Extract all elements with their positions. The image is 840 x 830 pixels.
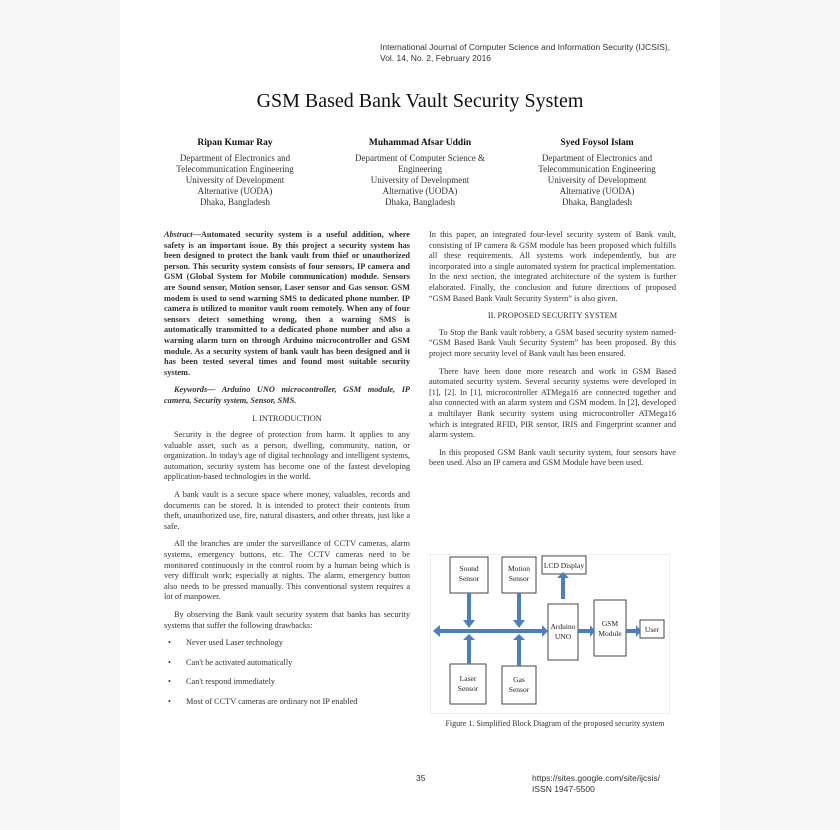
abstract-label: Abstract— — [164, 230, 201, 239]
keywords-label: Keywords— — [174, 385, 216, 395]
drawbacks-list — [164, 638, 410, 707]
paragraph: In this proposed GSM Bank vault security system, four sensors have been used. Also an IP camera and GSM Module have been used. — [429, 447, 676, 468]
author-affiliation: Department of Computer Science & — [355, 153, 485, 163]
author-2 — [325, 138, 515, 208]
figure-caption: Figure 1. Simplified Block Diagram of the proposed security system — [445, 719, 665, 728]
list-item: • Most of CCTV cameras are ordinary not IP enabled — [164, 697, 410, 708]
abstract-text: Automated security system is a useful addition, where safety is an important issue. By this project a security system has been designed to protect the bank vault from thief or unauthorized person. This security system consists of four sensors, IP camera and GSM (Global System for Mobile communication) module. Sensors are Sound sensor, Motion sensor, Laser sensor and Gas sensor. GSM modem is used to send warning SMS to dedicated phone number. IP camera is utilized to monitor vault room remotely. When any of four sensors detect something wrong, then a warning SMS is automatically transmitted to a dedicated phone number and also a warning alarm turn on through Arduino microcontroller and GSM module. As a security system of bank vault has been designed and it has been tested several times and found most suitable security system. — [164, 230, 410, 377]
block-label: LCD Display — [543, 561, 585, 570]
footer-link[interactable]: https://sites.google.com/site/ijcsis/ — [532, 773, 661, 783]
arrow-shaft — [467, 636, 471, 664]
section-heading-introduction: I. INTRODUCTION — [252, 413, 322, 423]
paragraph: By observing the Bank vault security system that banks has security systems that suffer the following drawbacks: — [164, 610, 410, 630]
keywords-text: Arduino UNO microcontroller, GSM module, IP camera, Security system, Sensor, SMS. — [164, 385, 410, 405]
author-affiliation: University of Development — [185, 175, 285, 185]
paragraph: A bank vault is a secure space where money, valuables, records and documents can be stored. It is intended to protect their contents from theft, unauthorized use, fire, natural disasters, and other threats, just like a safe. — [164, 490, 410, 531]
block-label: Sensor — [457, 684, 479, 693]
paper-title: GSM Based Bank Vault Security System — [256, 90, 584, 112]
journal-header — [380, 42, 700, 64]
block-label: GSM — [601, 619, 619, 628]
page-number: 35 — [416, 773, 426, 783]
author-affiliation: Engineering — [398, 164, 442, 174]
author-affiliation: Department of Electronics and — [179, 153, 291, 163]
block-label: User — [644, 625, 660, 634]
section-heading-proposed: II. PROPOSED SECURITY SYSTEM — [487, 311, 618, 321]
arrow-shaft — [626, 629, 636, 633]
footer-url — [532, 773, 660, 795]
block-label: Arduino — [550, 622, 576, 631]
list-item: • Can't be activated automatically — [164, 658, 410, 669]
author-affiliation: Alternative (UODA) — [559, 186, 635, 196]
paragraph: In this paper, an integrated four-level security system of Bank vault, consisting of IP camera & GSM module has been proposed which fulfills all these requirements. All systems work independently, but are incorporated into a single automated system for practical implementation. In the next section, the integrated architecture of the system is further elaborated. Finally, the conclusion and future directions of proposed “GSM Based Bank Vault Security System” is also given. — [429, 230, 676, 303]
author-affiliation: Telecommunication Engineering — [538, 164, 656, 174]
author-affiliation: Dhaka, Bangladesh — [200, 197, 270, 207]
block-label: Laser — [459, 674, 477, 683]
journal-volume: Vol. 14, No. 2, February 2016 — [380, 53, 492, 63]
footer-issn: ISSN 1947-5500 — [532, 784, 595, 794]
author-affiliation: Dhaka, Bangladesh — [562, 197, 632, 207]
gsm-module-block — [594, 600, 626, 656]
block-label: Sensor — [458, 574, 480, 583]
block-label: Sensor — [508, 685, 530, 694]
block-label: UNO — [554, 632, 572, 641]
author-1 — [140, 138, 330, 208]
author-3 — [502, 138, 692, 208]
block-label: Motion — [507, 564, 531, 573]
author-affiliation: Dhaka, Bangladesh — [385, 197, 455, 207]
arrow-shaft — [517, 636, 521, 666]
paragraph: There have been done more research and work in GSM Based automated security system. Several security systems were developed in [1], [2]. In [1], microcontroller ATMega16 are connected together and also connected with an alarm system and GSM modem. In [2], developed a multilayer Bank security system using microcontroller ATMega16 which is integrated RFID, PIR sensor, IRIS and Fingerprint scanner and alarm system. — [429, 366, 676, 440]
arrow-shaft — [578, 629, 590, 633]
journal-name: International Journal of Computer Science and Information Security (IJCSIS), — [380, 42, 671, 52]
block-label: Sensor — [508, 574, 530, 583]
block-label: Module — [598, 629, 622, 638]
author-name: Ripan Kumar Ray — [197, 138, 273, 148]
list-item: • Never used Laser technology — [164, 638, 410, 649]
author-affiliation: Alternative (UODA) — [197, 186, 273, 196]
paragraph: Security is the degree of protection from harm. It applies to any valuable asset, such as a person, dwelling, community, nation, or organization. In today's age of digital technology and intelligent systems, automation, security system has become one of the fastest developing application-based technologies in the world. — [164, 430, 410, 482]
block-label: Gas — [513, 675, 525, 684]
block-label: Sound — [459, 564, 479, 573]
author-affiliation: University of Development — [547, 175, 647, 185]
paragraph: All the branches are under the surveillance of CCTV cameras, alarm systems, emergency buttons, etc. The CCTV cameras need to be monitored continuously in the control room by a human being which is very difficult work; especially at nights. The alarm, emergency button also needs to be pressed manually. This conventional system requires a lot of manpower. — [164, 539, 410, 602]
bus-arrow-shaft — [448, 629, 542, 633]
right-column — [429, 230, 676, 476]
keywords — [164, 385, 410, 406]
author-name: Syed Foysol Islam — [560, 138, 634, 148]
paragraph: To Stop the Bank vault robbery, a GSM based security system named- “GSM Based Bank Vault Security System” has been proposed. By this project more security level of Bank vault has been ensured. — [429, 327, 676, 358]
list-item: • Can't respond immediately — [164, 677, 410, 688]
author-affiliation: Department of Electronics and — [541, 153, 653, 163]
author-affiliation: Alternative (UODA) — [382, 186, 458, 196]
block-diagram — [430, 554, 670, 714]
author-affiliation: University of Development — [370, 175, 470, 185]
author-affiliation: Telecommunication Engineering — [176, 164, 294, 174]
abstract — [164, 230, 410, 378]
author-name: Muhammad Afsar Uddin — [368, 138, 472, 148]
left-column — [164, 230, 410, 717]
